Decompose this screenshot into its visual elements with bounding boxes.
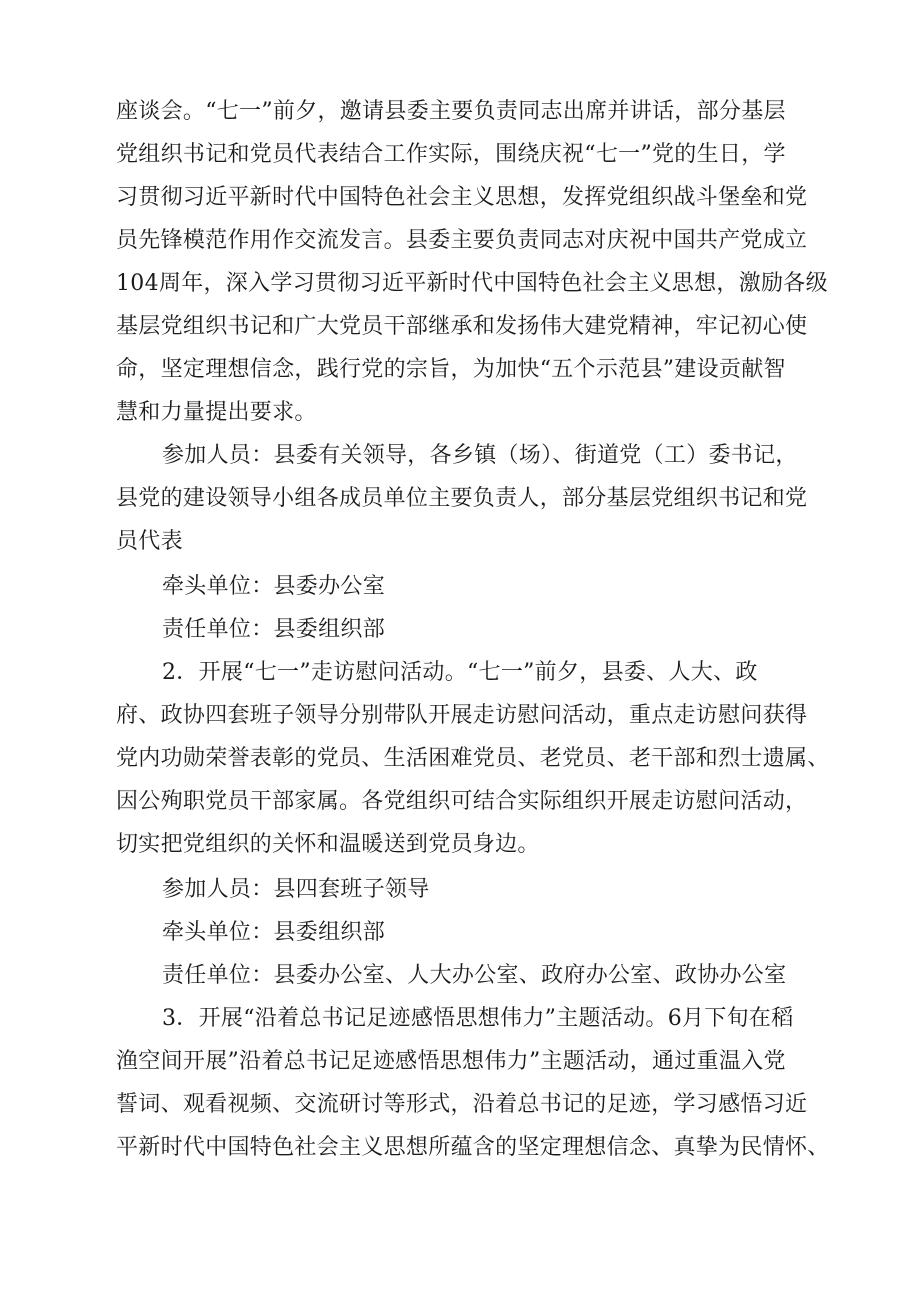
item-heading-2: 2．开展“七一”走访慰问活动。“七一”前夕，县委、人大、政 bbox=[162, 660, 758, 685]
participants-line: 参加人员：县委有关领导，各乡镇（场）、街道党（工）委书记， bbox=[162, 443, 798, 468]
text-line: 府、政协四套班子领导分别带队开展走访慰问活动，重点走访慰问获得 bbox=[116, 703, 808, 728]
text-line: 切实把党组织的关怀和温暖送到党员身边。 bbox=[116, 832, 540, 857]
text-line: 习贯彻习近平新时代中国特色社会主义思想，发挥党组织战斗堡垒和党 bbox=[116, 185, 808, 210]
text-line: 员先锋模范作用作交流发言。县委主要负责同志对庆祝中国共产党成立 bbox=[116, 228, 808, 253]
text-line: 县党的建设领导小组各成员单位主要负责人，部分基层党组织书记和党 bbox=[116, 486, 808, 511]
participants-line: 参加人员：县四套班子领导 bbox=[162, 877, 430, 902]
text-line: 命，坚定理想信念，践行党的宗旨，为加快“五个示范县”建设贡献智 bbox=[116, 357, 786, 382]
text-line: 104周年，深入学习贯彻习近平新时代中国特色社会主义思想，激励各级 bbox=[116, 271, 828, 296]
text-line: 慧和力量提出要求。 bbox=[116, 400, 317, 425]
responsible-unit-line: 责任单位：县委组织部 bbox=[162, 617, 386, 642]
item-heading-3: 3．开展“沿着总书记足迹感悟思想伟力”主题活动。6月下旬在稻 bbox=[162, 1006, 794, 1031]
responsible-unit-line: 责任单位：县委办公室、人大办公室、政府办公室、政协办公室 bbox=[162, 963, 787, 988]
text-line: 渔空间开展”沿着总书记足迹感悟思想伟力”主题活动，通过重温入党 bbox=[116, 1049, 786, 1074]
text-line: 员代表 bbox=[116, 529, 183, 554]
text-line: 誓词、观看视频、交流研讨等形式，沿着总书记的足迹，学习感悟习近 bbox=[116, 1092, 808, 1117]
text-line: 基层党组织书记和广大党员干部继承和发扬伟大建党精神，牢记初心使 bbox=[116, 314, 808, 339]
lead-unit-line: 牵头单位：县委办公室 bbox=[162, 574, 386, 599]
text-line: 平新时代中国特色社会主义思想所蕴含的坚定理想信念、真挚为民情怀、 bbox=[116, 1135, 830, 1160]
lead-unit-line: 牵头单位：县委组织部 bbox=[162, 920, 386, 945]
text-line: 党组织书记和党员代表结合工作实际，围绕庆祝“七一”党的生日，学 bbox=[116, 142, 786, 167]
text-line: 党内功勋荣誉表彰的党员、生活困难党员、老党员、老干部和烈士遗属、 bbox=[116, 746, 830, 771]
text-line: 座谈会。“七一”前夕，邀请县委主要负责同志出席并讲话，部分基层 bbox=[116, 99, 786, 124]
text-line: 因公殉职党员干部家属。各党组织可结合实际组织开展走访慰问活动， bbox=[116, 789, 808, 814]
